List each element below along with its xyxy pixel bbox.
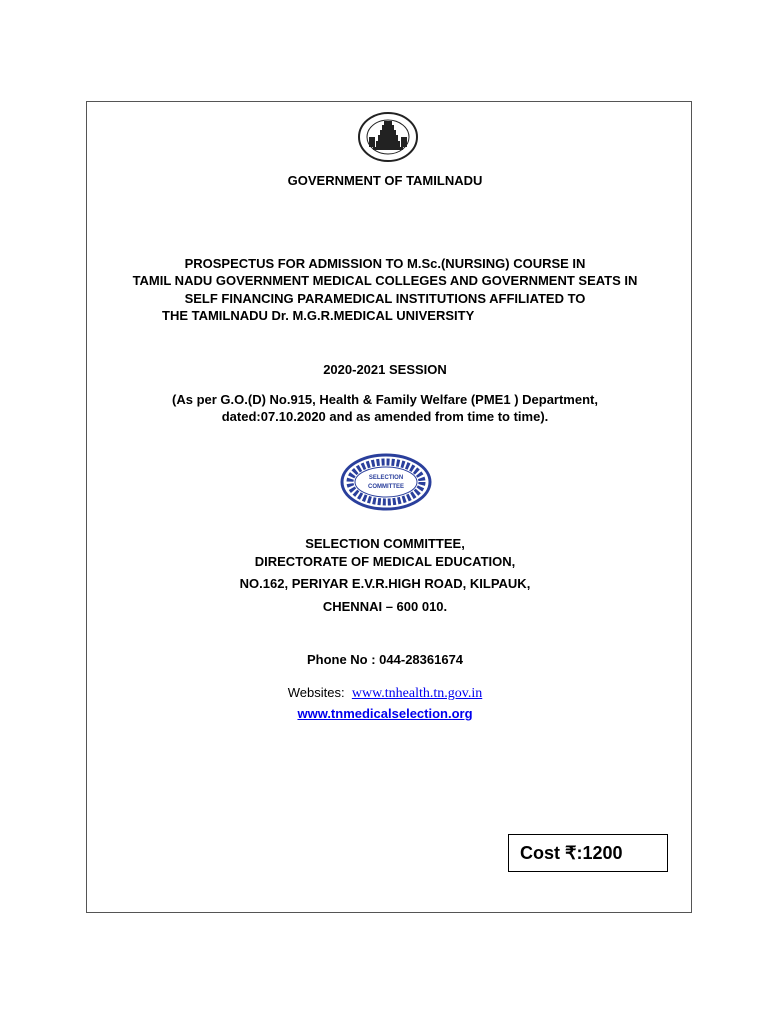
address-line-1: SELECTION COMMITTEE, (305, 536, 465, 551)
go-reference-line-1: (As per G.O.(D) No.915, Health & Family Welfare (PME1 ) Department, (172, 392, 598, 407)
seal-text-2: COMMITTEE (368, 484, 404, 490)
seal-text-1: SELECTION (368, 475, 404, 481)
session-label: 2020-2021 SESSION (323, 362, 447, 377)
website-link-tnhealth[interactable]: www.tnhealth.tn.gov.in (351, 686, 483, 701)
website-row-2 (0, 705, 770, 722)
websites-row (0, 684, 770, 702)
prospectus-line-2: TAMIL NADU GOVERNMENT MEDICAL COLLEGES AND GOVERNMENT SEATS IN (132, 273, 638, 288)
websites-label: Websites: (287, 685, 345, 700)
address-line-4: CHENNAI – 600 010. (322, 599, 448, 614)
seal-ring-icon (340, 453, 432, 511)
cost-box: Cost ₹:1200 (508, 834, 668, 872)
government-title: GOVERNMENT OF TAMILNADU (287, 173, 483, 188)
selection-committee-seal (340, 453, 432, 511)
website-link-tnmedicalselection[interactable]: www.tnmedicalselection.org (297, 706, 473, 721)
prospectus-line-4: THE TAMILNADU Dr. M.G.R.MEDICAL UNIVERSITY (162, 308, 475, 323)
tamilnadu-emblem-icon (357, 111, 419, 163)
prospectus-line-1: PROSPECTUS FOR ADMISSION TO M.Sc.(NURSING) COURSE IN (184, 256, 586, 271)
phone-number: Phone No : 044-28361674 (306, 652, 464, 667)
prospectus-line-3: SELF FINANCING PARAMEDICAL INSTITUTIONS AFFILIATED TO (184, 291, 586, 306)
address-line-2: DIRECTORATE OF MEDICAL EDUCATION, (254, 554, 516, 569)
go-reference-line-2: dated:07.10.2020 and as amended from time to time). (221, 409, 549, 424)
address-line-3: NO.162, PERIYAR E.V.R.HIGH ROAD, KILPAUK, (239, 576, 531, 591)
